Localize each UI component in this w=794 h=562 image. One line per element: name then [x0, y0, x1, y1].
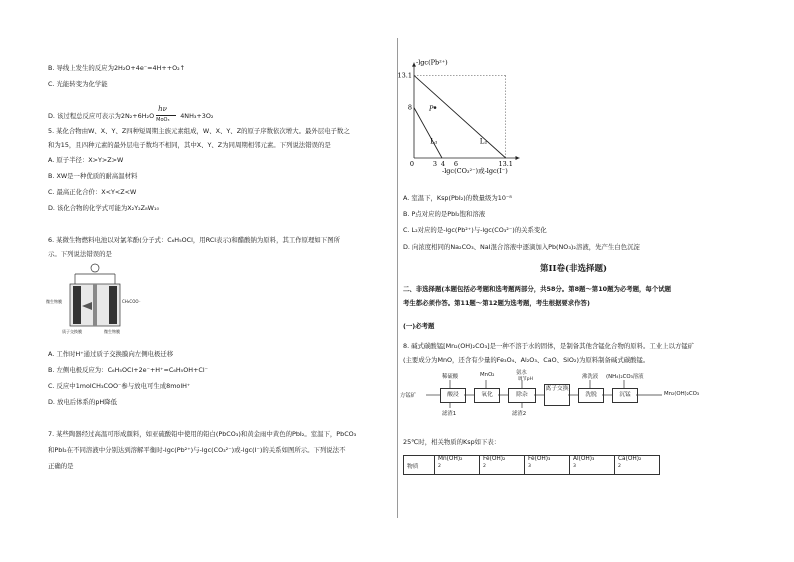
q7-stem-line1: 7. 某些陶器经过高温可形成颜料，如亚硫酸铅中使用的铅白(PbCO₃)和黄金雨中黄色的PbI₂。室温下，PbCO₃ [48, 430, 357, 438]
flow-reagent-5: 沸洗液 [582, 374, 599, 380]
flow-residue-1: 滤渣1 [442, 411, 457, 417]
bulb-icon [91, 264, 99, 272]
ksp-table [403, 455, 660, 475]
q5-stem-line2: 和为15，且四种元素的最外层电子数均不相同，其中X、Y、Z为同周期相邻元素。下列说法错误的是 [48, 141, 331, 149]
x-tick-3: 3 [432, 160, 438, 168]
flow-reagent-3: 氨水 [516, 370, 527, 376]
q5-option-a: A. 原子半径：X>Y>Z>W [48, 156, 124, 164]
x-tick-6: 6 [453, 160, 459, 168]
section-2-intro-line1: 二、非选择题(本题包括必考题和选考题两部分，共58分。第8题～第10题为必考题，每个试题 [403, 285, 671, 293]
solubility-chart [397, 58, 540, 176]
q8-stem-line2: (主要成分为MnO，还含有少量的Fe₃O₄、Al₂O₃、CaO、SiO₂)为原料制备碱式碳酸锰。 [403, 356, 650, 364]
fig-label-left: 微生物膜 [46, 299, 62, 304]
label-p: P [429, 104, 434, 113]
flow-reagent-3-note: 调节pH [518, 377, 533, 382]
fig-label-bottom-left: 质子交换膜 [62, 329, 82, 334]
q7-stem-line2: 和PbI₂在不同溶液中分别达到溶解平衡时-lgc(Pb²⁺)与-lgc(CO₃²⁻)或-lgc(I⁻)的关系如图所示。下列说法不 [48, 446, 346, 454]
label-l2: L₂ [479, 137, 488, 146]
ksp-cell-mnoh2: Mn(OH)₂ 2 [435, 456, 480, 475]
q4-option-d-prefix: D. 该过程总反应可表示为2N₂+6H₂O [48, 112, 155, 120]
series-line-l2 [414, 75, 506, 158]
column-divider [397, 38, 398, 518]
q6-option-c: C. 反应中1molCH₃COO⁻参与放电可生成8molH⁺ [48, 382, 191, 390]
fig-label-bottom-right: 微生物膜 [104, 329, 120, 334]
y-tick-8: 8 [407, 103, 412, 112]
q4-option-b: B. 导线上发生的反应为2H₂O+4e⁻=4H++O₂↑ [48, 64, 186, 72]
fuel-cell-figure [46, 262, 141, 342]
right-electrode [109, 286, 117, 324]
x-axis-arrowhead [516, 156, 520, 160]
q7-option-d: D. 向浓度相同的Na₂CO₃、NaI混合溶液中逐滴加入Pb(NO₃)₂溶液，先产生白色沉淀 [403, 243, 640, 251]
q6-option-d: D. 放电后体系的pH降低 [48, 398, 117, 406]
x-tick-0: 0 [409, 160, 415, 168]
ksp-cell-feoh3: Fe(OH)₃ 3 [525, 456, 570, 475]
q5-option-c: C. 最高正化合价：X<Y<Z<W [48, 188, 137, 196]
process-flowchart [400, 368, 770, 426]
y-tick-13-1: 13.1 [397, 71, 412, 80]
flow-reagent-2: MnO₂ [480, 372, 495, 378]
ksp-cell-caoh2: Ca(OH)₂ 2 [615, 456, 660, 475]
required-heading: (一)必考题 [403, 322, 435, 330]
condition-top: hν [158, 105, 167, 113]
x-tick-4: 4 [440, 160, 446, 168]
ksp-cell-aloh3: Al(OH)₃ 3 [570, 456, 615, 475]
flow-step-acid-leach: 酸浸 [440, 388, 466, 403]
chart-ylabel: -lgc(Pb²⁺) [416, 58, 448, 67]
left-electrode [73, 286, 81, 324]
flow-step-oxidize: 氧化 [474, 388, 500, 403]
point-p [434, 106, 437, 109]
flow-reagent-1: 稀硫酸 [442, 374, 459, 380]
flow-product: Mn₂(OH)₂CO₃ [664, 391, 700, 397]
ksp-cell-feoh2: Fe(OH)₂ 2 [480, 456, 525, 475]
q6-stem-line1: 6. 某微生物燃料电池以对氯苯酚(分子式：C₆H₅OCl，用RCl表示)和醋酸钠为原料，其工作原理如下图所 [48, 236, 340, 244]
ksp-table-row [404, 456, 660, 475]
series-line-l1 [414, 108, 442, 158]
section-2-intro-line2: 考生都必须作答。第11题～第12题为选考题，考生根据要求作答) [403, 299, 590, 307]
flow-step-ion-exchange: 离子交换 [544, 384, 570, 406]
q5-option-d: D. 该化合物的化学式可能为X₂Y₂Z₈W₁₀ [48, 204, 160, 212]
flow-start: 方锰矿 [400, 393, 417, 399]
condition-bottom: MoO₃ [156, 117, 170, 123]
q6-option-a: A. 工作时H⁺通过质子交换膜向左侧电极迁移 [48, 350, 174, 358]
q4-option-d-suffix: 4NH₃+3O₂ [180, 112, 214, 120]
flow-residue-2: 滤渣2 [512, 411, 527, 417]
q5-option-b: B. XW是一种优质的耐高温材料 [48, 172, 138, 180]
flow-step-precipitate: 沉锰 [612, 388, 638, 403]
q5-stem-line1: 5. 某化合物由W、X、Y、Z四种短周期主族元素组成，W、X、Y、Z的原子序数依次增大。最外层电子数之 [48, 127, 350, 135]
section-2-title: 第II卷(非选择题) [540, 264, 607, 274]
q7-option-c: C. L₂对应的是-lgc(Pb²⁺)与-lgc(CO₃²⁻)的关系变化 [403, 226, 547, 234]
ksp-header-cell: 物质 [404, 456, 435, 475]
q7-option-b: B. P点对应的是PbI₂饱和溶液 [403, 210, 486, 218]
q8-stem-line1: 8. 碱式碳酸锰[Mn₂(OH)₂CO₃]是一种不溶于水的固体，是制备其他含锰化合物的原料。工业上以方锰矿 [403, 342, 695, 350]
fig-label-right: CH₃COO⁻ [122, 299, 141, 304]
chart-xlabel: -lgc(CO₃²⁻)或-lgc(I⁻) [442, 167, 508, 175]
q6-option-b: B. 左侧电极反应为：C₆H₅OCl+2e⁻+H⁺=C₆H₅OH+Cl⁻ [48, 366, 209, 374]
q6-stem-line2: 示。下列说法错误的是 [48, 250, 112, 258]
q4-option-d [48, 105, 214, 123]
q7-option-a: A. 室温下，Ksp(PbI₂)的数量级为10⁻⁸ [403, 194, 512, 202]
proton-exchange-membrane [93, 284, 97, 326]
flow-reagent-6: (NH₄)₂CO₃溶液 [606, 374, 644, 380]
q4-option-c: C. 光能转变为化学能 [48, 80, 108, 88]
label-l1: L₁ [430, 137, 438, 146]
q7-stem-line3: 正确的是 [48, 462, 74, 470]
ksp-intro: 25℃时，相关物质的Ksp如下表： [403, 438, 501, 446]
x-tick-13-1: 13.1 [498, 160, 513, 168]
flow-step-purify: 除杂 [508, 388, 536, 403]
flow-step-elute: 洗脱 [578, 388, 604, 403]
